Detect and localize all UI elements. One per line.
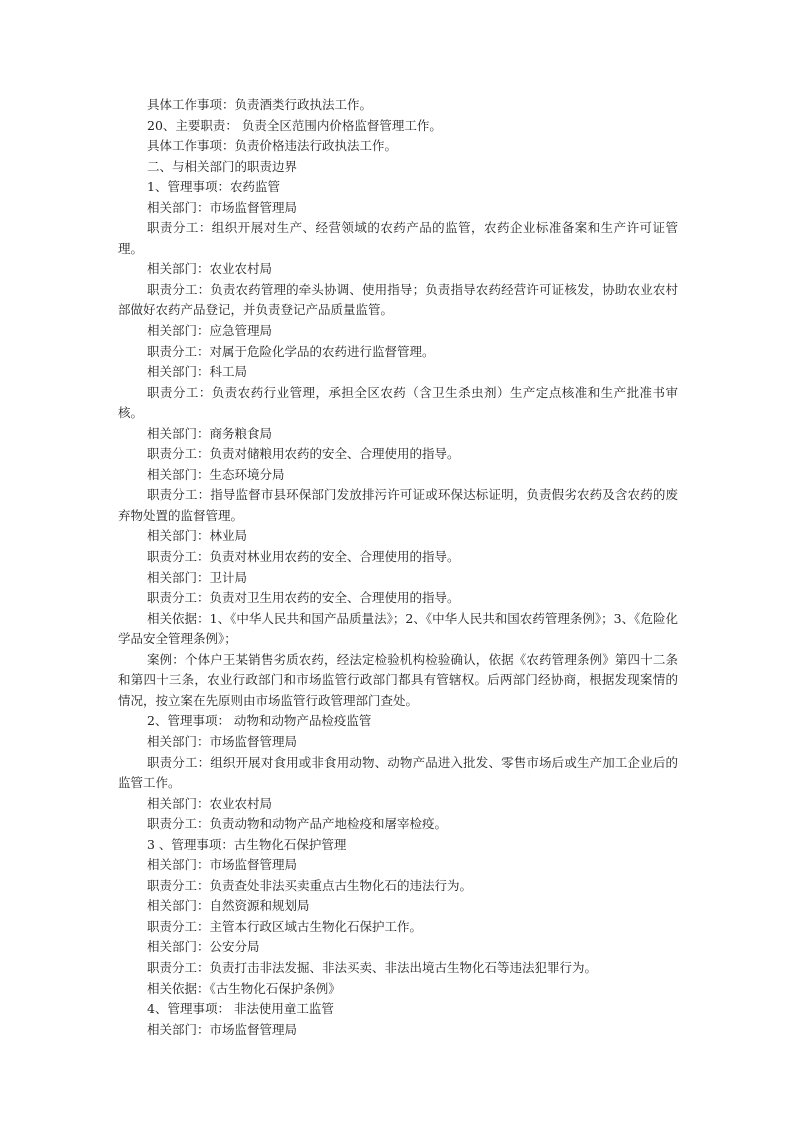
paragraph: 相关部门：市场监督管理局 (147, 1021, 298, 1037)
paragraph: 职责分工：组织开展对食用或非食用动物、动物产品进入批发、零售市场后或生产加工企业后的监管工作。 (118, 754, 678, 791)
paragraph: 相关部门：农业农村局 (147, 261, 273, 277)
paragraph: 具体工作事项：负责价格违法行政执法工作。 (147, 138, 398, 154)
paragraph: 相关部门：应急管理局 (147, 323, 273, 339)
paragraph: 相关部门：市场监督管理局 (147, 857, 298, 873)
paragraph: 职责分工：指导监督市县环保部门发放排污许可证或环保达标证明，负责假劣农药及含农药的废弃物处置的监督管理。 (118, 487, 678, 523)
paragraph: 职责分工：负责查处非法买卖重点古生物化石的违法行为。 (147, 877, 473, 893)
paragraph: 相关部门：林业局 (147, 528, 248, 544)
paragraph: 4、管理事项： 非法使用童工监管 (147, 1001, 334, 1017)
paragraph: 相关部门：农业农村局 (147, 795, 273, 811)
paragraph: 职责分工：负责对林业用农药的安全、合理使用的指导。 (147, 549, 460, 565)
paragraph: 相关部门：商务粮食局 (147, 425, 273, 441)
paragraph: 职责分工：主管本行政区域古生物化石保护工作。 (147, 918, 423, 934)
paragraph: 3 、管理事项：古生物化石保护管理 (147, 836, 347, 852)
paragraph: 相关依据：1、《中华人民共和国产品质量法》；2、《中华人民共和国农药管理条例》；3、《危险化学品安全管理条例》； (118, 610, 678, 647)
section-heading: 二、与相关部门的职责边界 (147, 158, 298, 174)
paragraph: 相关部门：卫计局 (147, 569, 248, 585)
paragraph: 职责分工：负责对储粮用农药的安全、合理使用的指导。 (147, 446, 460, 462)
paragraph: 职责分工：负责农药管理的牵头协调、使用指导；负责指导农药经营许可证核发，协助农业农村部做好农药产品登记，并负责登记产品质量监管。 (118, 281, 678, 318)
paragraph: 职责分工：负责打击非法发掘、非法买卖、非法出境古生物化石等违法犯罪行为。 (147, 959, 598, 975)
paragraph: 具体工作事项：负责酒类行政执法工作。 (147, 97, 373, 112)
paragraph: 20、主要职责： 负责全区范围内价格监督管理工作。 (147, 117, 442, 133)
paragraph: 相关部门：自然资源和规划局 (147, 898, 310, 914)
paragraph: 职责分工：负责对卫生用农药的安全、合理使用的指导。 (147, 590, 460, 606)
paragraph: 职责分工：负责动物和动物产品产地检疫和屠宰检疫。 (147, 816, 448, 832)
paragraph: 相关部门：市场监督管理局 (147, 199, 298, 215)
paragraph: 相关部门：市场监督管理局 (147, 733, 298, 749)
paragraph: 相关部门：科工局 (147, 364, 248, 380)
paragraph: 相关部门：公安分局 (147, 939, 260, 955)
paragraph: 职责分工：对属于危险化学品的农药进行监督管理。 (147, 343, 435, 359)
paragraph: 职责分工：负责农药行业管理，承担全区农药（含卫生杀虫剂）生产定点核准和生产批准书审核。 (118, 384, 678, 421)
document-body (118, 95, 678, 1040)
paragraph: 职责分工：组织开展对生产、经营领域的农药产品的监管，农药企业标准备案和生产许可证管理。 (118, 220, 678, 256)
paragraph: 1、管理事项：农药监管 (147, 179, 280, 195)
paragraph: 相关部门：生态环境分局 (147, 466, 285, 482)
paragraph: 案例：个体户王某销售劣质农药，经法定检验机构检验确认，依据《农药管理条例》第四十二条和第四十三条，农业行政部门和市场监管行政部门都具有管辖权。后两部门经协商，根据发现案情的情况，按立案在先原则由市场监管行政管理部门查处。 (118, 651, 678, 708)
paragraph: 相关依据：《古生物化石保护条例》 (147, 980, 341, 996)
paragraph: 2、管理事项： 动物和动物产品检疫监管 (147, 713, 372, 729)
